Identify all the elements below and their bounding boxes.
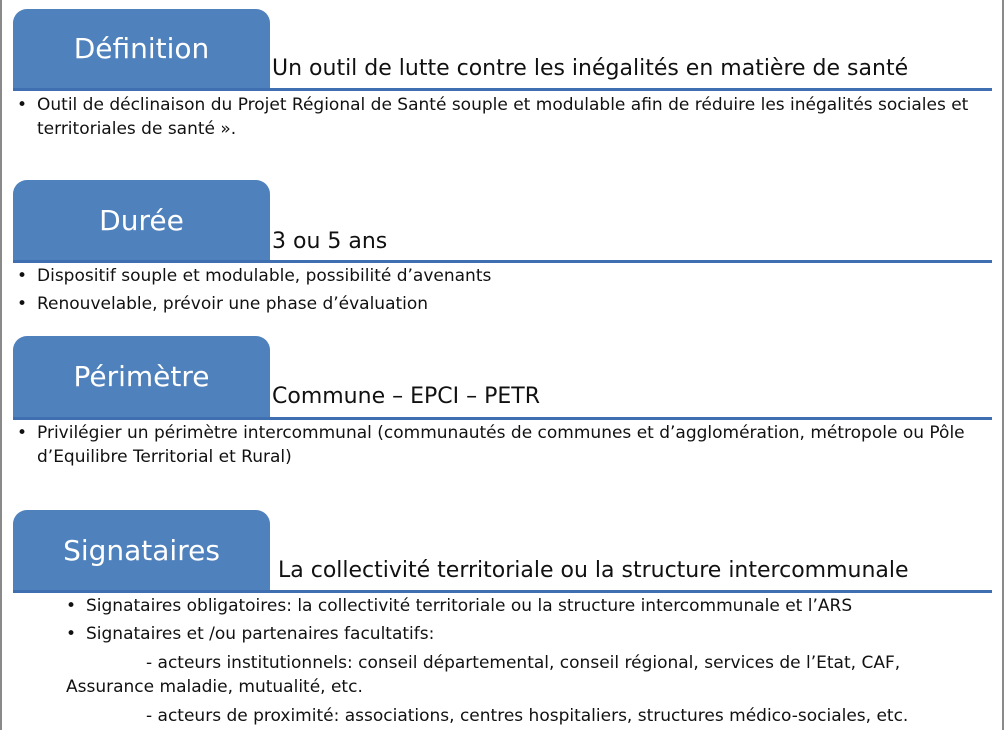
bullet-dot-icon: • [17, 294, 28, 314]
bullet-list [66, 594, 986, 646]
bullet-dot-icon: • [17, 423, 28, 443]
section-tab: Signataires [13, 510, 270, 590]
section-subtitle: Commune – EPCI – PETR [272, 384, 540, 409]
section-divider [13, 88, 992, 91]
bullet-item [17, 264, 992, 288]
sub-list [66, 651, 996, 728]
bullet-text: Privilégier un périmètre intercommunal (communautés de communes et d’agglomération, métropole ou Pôle d’Equilibre Territorial et Rural) [37, 423, 965, 467]
bullet-dot-icon: • [66, 624, 77, 644]
bullet-text: Dispositif souple et modulable, possibilité d’avenants [37, 266, 492, 286]
sub-item [66, 704, 996, 728]
bullet-text: Outil de déclinaison du Projet Régional de Santé souple et modulable afin de réduire les inégalités sociales et territoriales de santé ». [37, 95, 969, 139]
bullet-item [17, 93, 992, 141]
section-subtitle: 3 ou 5 ans [272, 229, 388, 254]
bullet-text: Signataires obligatoires: la collectivité territoriale ou la structure intercommunale et l’ARS [86, 596, 853, 616]
bullet-item [66, 622, 986, 646]
bullet-list [17, 421, 992, 469]
sub-item-first-line: - acteurs institutionnels: conseil départemental, conseil régional, services de l’Etat, CAF, [146, 653, 901, 673]
bullet-item [17, 421, 992, 469]
section-subtitle: La collectivité territoriale ou la structure intercommunale [278, 558, 909, 583]
sub-item-first-line: - acteurs de proximité: associations, centres hospitaliers, structures médico-sociales, etc. [146, 706, 909, 726]
bullet-dot-icon: • [17, 266, 28, 286]
bullet-dot-icon: • [17, 95, 28, 115]
sub-item-continuation: Assurance maladie, mutualité, etc. [66, 677, 363, 697]
section-tab: Durée [13, 180, 270, 260]
bullet-item [66, 594, 986, 618]
section-divider [13, 417, 992, 420]
section-tab: Périmètre [13, 336, 270, 417]
bullet-list [17, 264, 992, 316]
section-divider [13, 590, 992, 593]
bullet-text: Renouvelable, prévoir une phase d’évaluation [37, 294, 429, 314]
slide-left-edge [0, 0, 2, 730]
section-tab: Définition [13, 9, 270, 88]
bullet-item [17, 292, 992, 316]
section-divider [13, 260, 992, 263]
section-subtitle: Un outil de lutte contre les inégalités en matière de santé [272, 56, 909, 81]
bullet-dot-icon: • [66, 596, 77, 616]
bullet-list [17, 93, 992, 141]
sub-item [66, 651, 996, 699]
bullet-text: Signataires et /ou partenaires facultatifs: [86, 624, 435, 644]
